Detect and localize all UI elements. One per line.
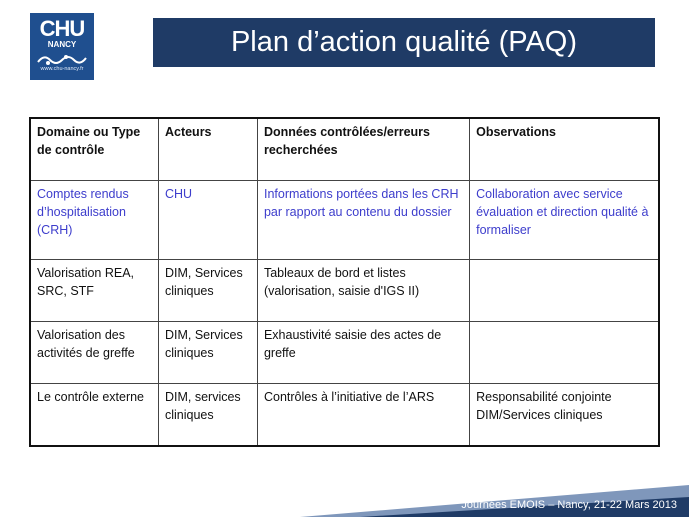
chu-nancy-logo — [30, 13, 94, 80]
logo-name: CHU — [39, 16, 85, 41]
table-cell: Collaboration avec service évaluation et direction qualité à formaliser — [470, 181, 659, 260]
table-cell: Le contrôle externe — [30, 384, 158, 447]
table-row — [30, 260, 659, 322]
footer-caption: Journées EMOIS – Nancy, 21-22 Mars 2013 — [461, 499, 677, 511]
table-cell — [470, 260, 659, 322]
table-cell: CHU — [158, 181, 257, 260]
column-header: Acteurs — [158, 118, 257, 181]
paq-table — [29, 117, 660, 447]
table-cell: DIM, Services cliniques — [158, 322, 257, 384]
logo-url: www.chu-nancy.fr — [40, 66, 84, 72]
table-cell: Informations portées dans les CRH par rapport au contenu du dossier — [257, 181, 469, 260]
table-row — [30, 181, 659, 260]
table-row — [30, 322, 659, 384]
table-header-row — [30, 118, 659, 181]
table-cell: Contrôles à l’initiative de l’ARS — [257, 384, 469, 447]
footer-swoosh-icon — [0, 477, 689, 517]
table-cell — [470, 322, 659, 384]
table-cell: Comptes rendus d’hospitalisation (CRH) — [30, 181, 158, 260]
slide-title: Plan d’action qualité (PAQ) — [153, 18, 655, 67]
column-header: Domaine ou Type de contrôle — [30, 118, 158, 181]
logo-city: NANCY — [47, 40, 77, 49]
table-cell: Exhaustivité saisie des actes de greffe — [257, 322, 469, 384]
table-cell: DIM, services cliniques — [158, 384, 257, 447]
table-cell: DIM, Services cliniques — [158, 260, 257, 322]
table-cell: Tableaux de bord et listes (valorisation, saisie d'IGS II) — [257, 260, 469, 322]
table-cell: Valorisation des activités de greffe — [30, 322, 158, 384]
table-cell: Responsabilité conjointe DIM/Services cliniques — [470, 384, 659, 447]
logo-emblem-icon — [36, 52, 88, 66]
column-header: Données contrôlées/erreurs recherchées — [257, 118, 469, 181]
table-row — [30, 384, 659, 447]
column-header: Observations — [470, 118, 659, 181]
footer-band — [0, 477, 689, 517]
table-cell: Valorisation REA, SRC, STF — [30, 260, 158, 322]
